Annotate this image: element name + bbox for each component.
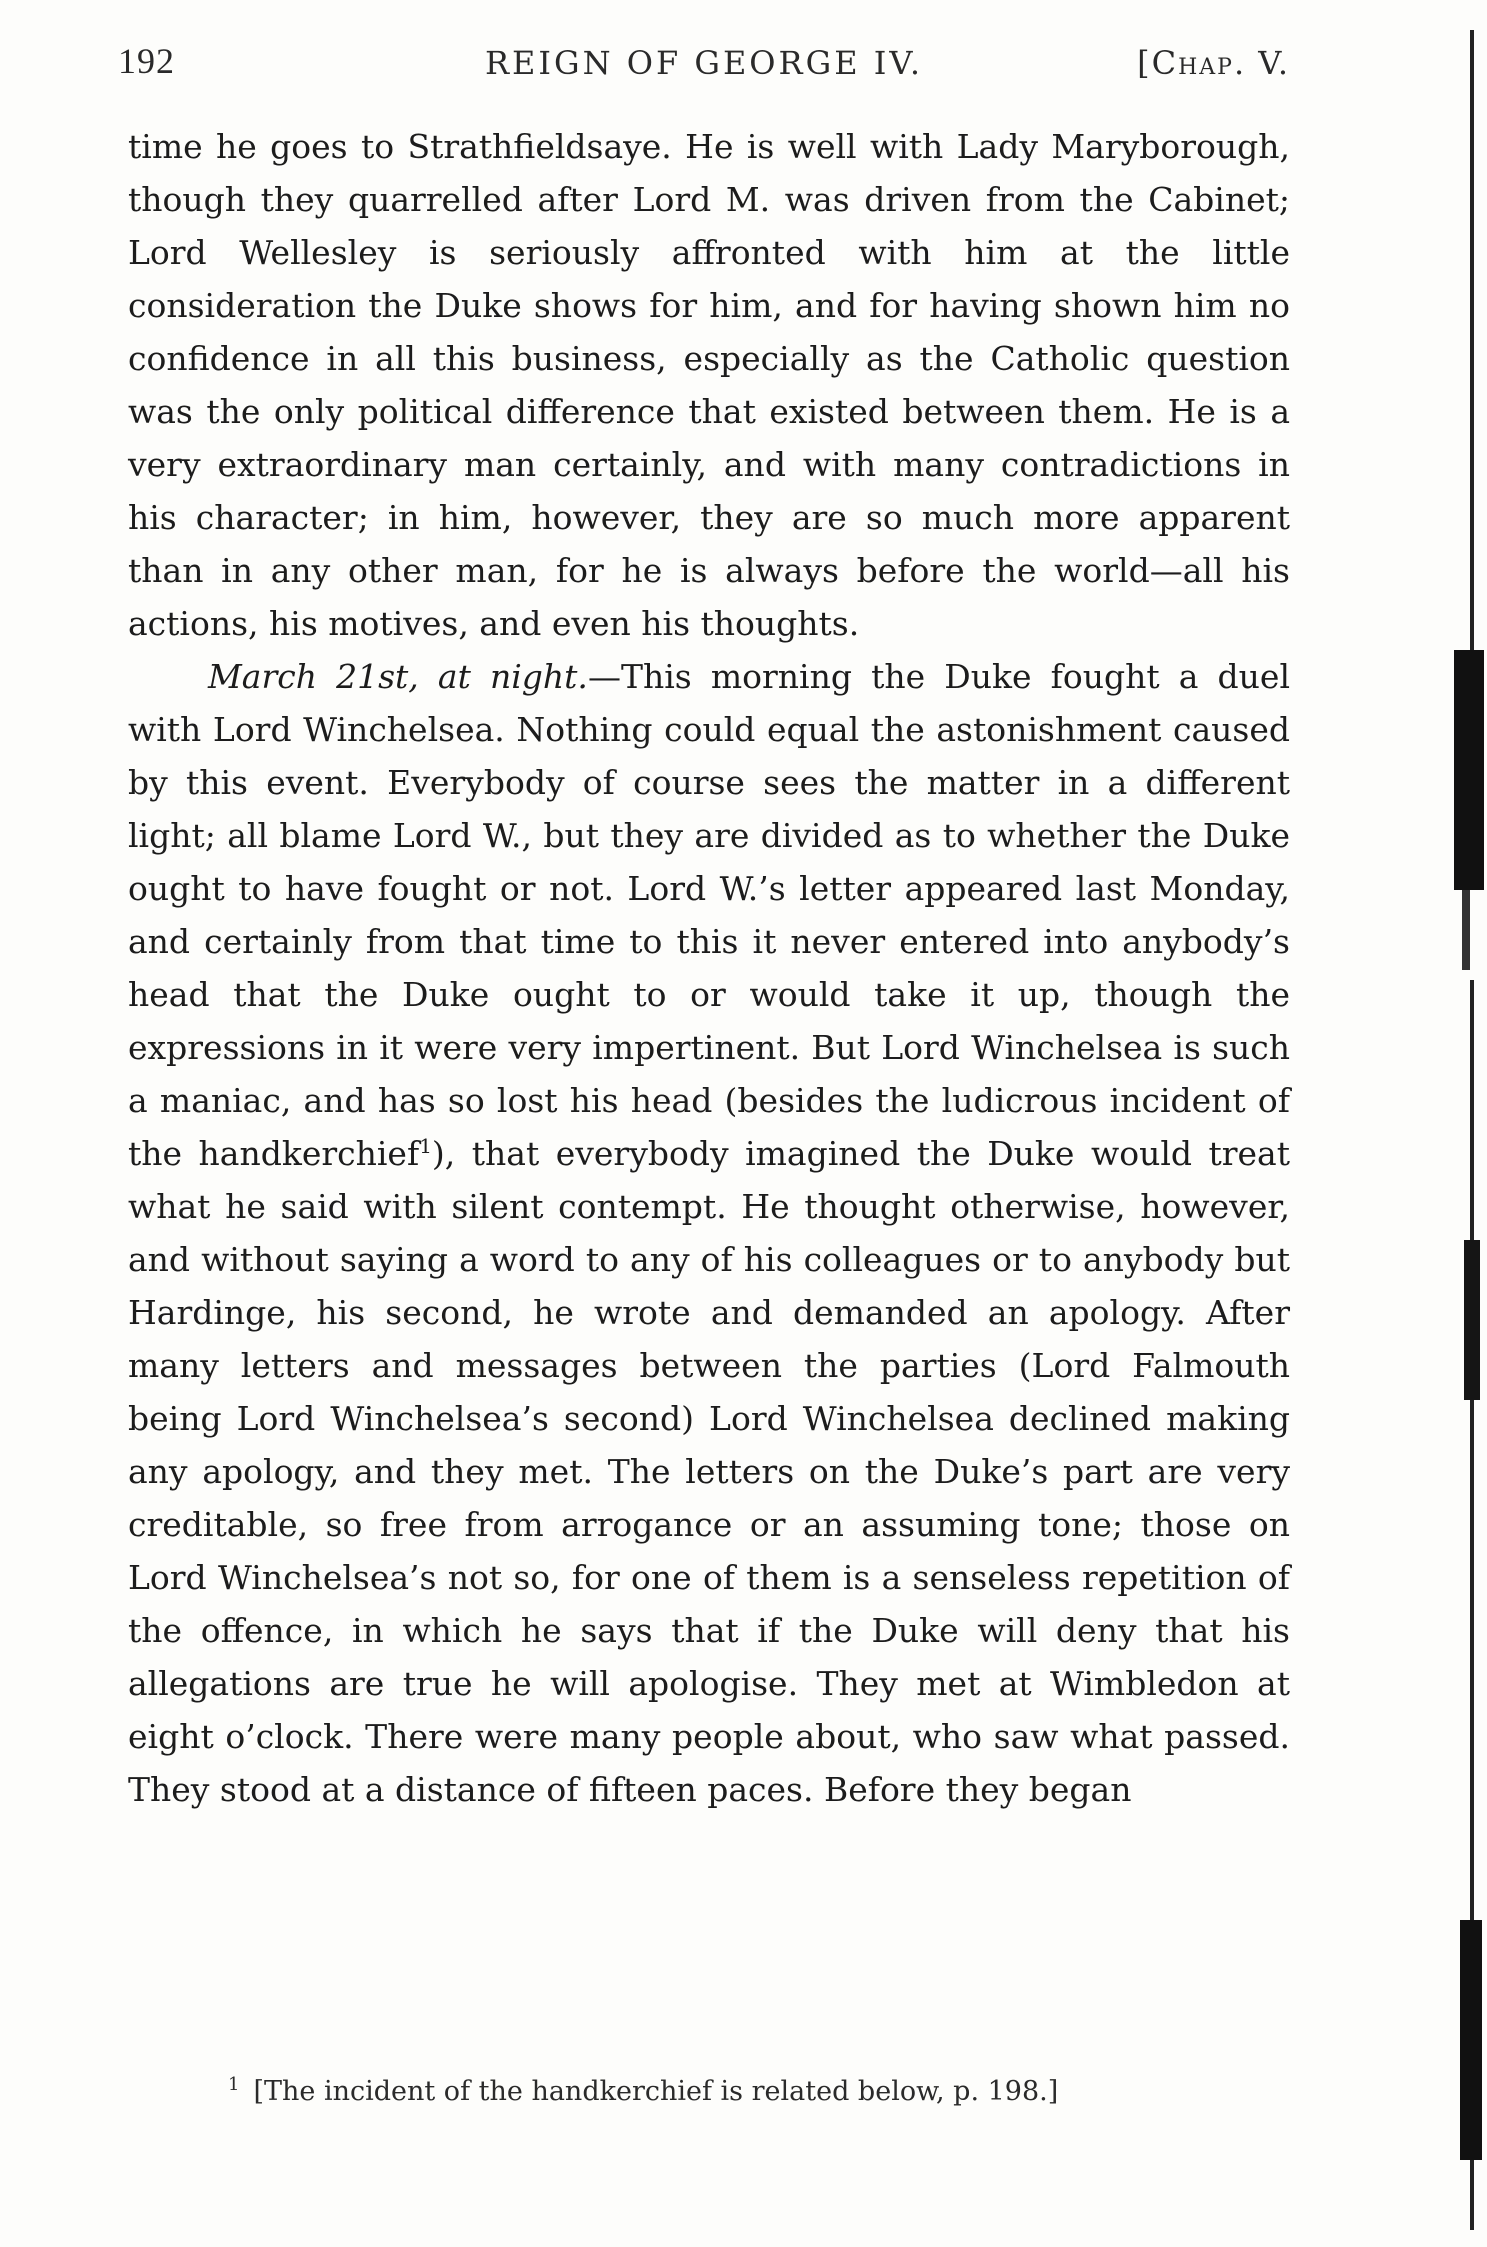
footnote-reference: 1 [419, 1134, 432, 1158]
chapter-label: [Chap. V. [1137, 44, 1290, 82]
binding-shadow-edge [1448, 0, 1487, 2247]
footnote [228, 2072, 1278, 2112]
entry-date: March 21st, at night. [208, 657, 588, 696]
running-title: REIGN OF GEORGE IV. [484, 44, 924, 82]
footnote-text: [The incident of the handkerchief is related below, p. 198.] [253, 2076, 1059, 2107]
paragraph-text-part-2: ), that everybody imagined the Duke would treat what he said with silent contempt. He thought otherwise, however, and without saying a word to any of his colleagues or to anybody but Hardinge, his second, he wrote and demanded an apology. After many letters and messages between the parties (Lord Falmouth being Lord Winchelsea’s second) Lord Winchelsea declined making any apology, and they met. The letters on the Duke’s part are very creditable, so free from arrogance or an assuming tone; those on Lord Winchelsea’s not so, for one of them is a senseless repetition of the offence, in which he says that if the Duke will deny that his allegations are true he will apologise. They met at Wimbledon at eight o’clock. There were many people about, who saw what passed. They stood at a distance of fifteen paces. Before they began [128, 1134, 1290, 1809]
running-header [118, 40, 1290, 90]
paragraph-continuation: time he goes to Strathfieldsaye. He is well with Lady Maryborough, though they quarrelled after Lord M. was driven from the Cabinet; Lord Wellesley is seriously affronted with him at the little consideration the Duke shows for him, and for having shown him no confidence in all this business, especially as the Catholic question was the only political difference that existed between them. He is a very extraordinary man certainly, and with many contradictions in his character; in him, however, they are so much more apparent than in any other man, for he is always before the world—all his actions, his motives, and even his thoughts. [128, 127, 1290, 643]
body-text [128, 120, 1290, 1816]
footnote-number: 1 [228, 2074, 240, 2095]
paragraph-text-part-1: —This morning the Duke fought a duel with Lord Winchelsea. Nothing could equal the astonishment caused by this event. Everybody of course sees the matter in a different light; all blame Lord W., but they are divided as to whether the Duke ought to have fought or not. Lord W.’s letter appeared last Monday, and certainly from that time to this it never entered into anybody’s head that the Duke ought to or would take it up, though the expressions in it were very impertinent. But Lord Winchelsea is such a maniac, and has so lost his head (besides the ludicrous incident of the handkerchief [128, 657, 1291, 1173]
paragraph-march-21 [128, 650, 1290, 1816]
page-number: 192 [118, 41, 175, 81]
